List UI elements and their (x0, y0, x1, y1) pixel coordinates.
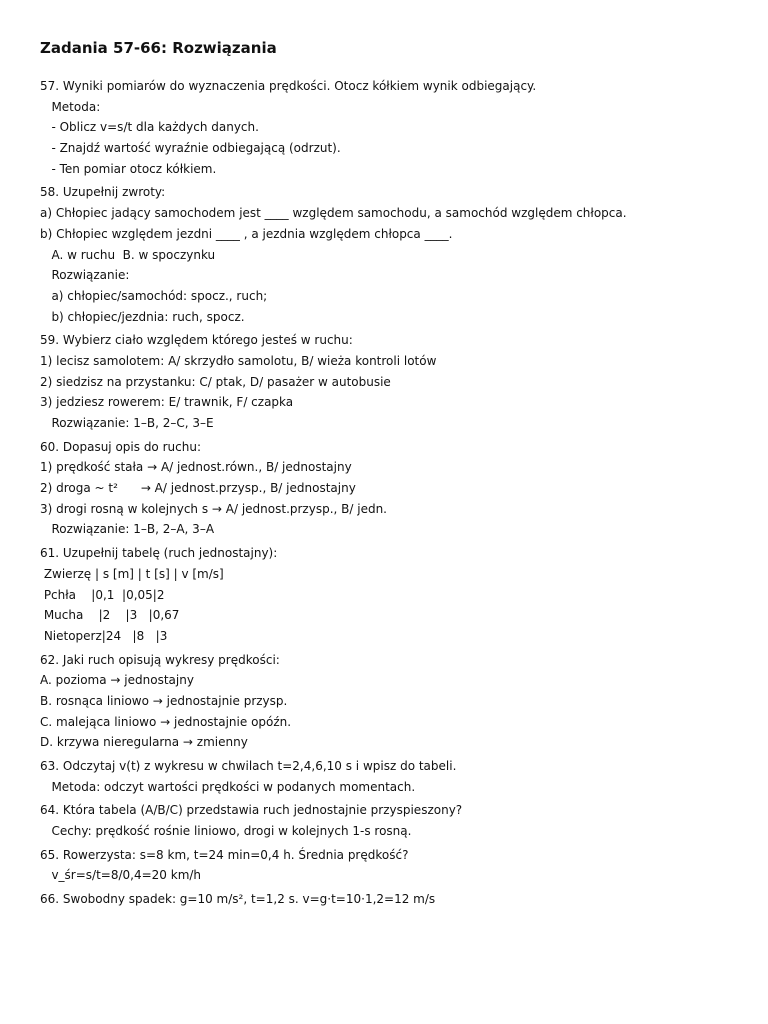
text-line: 3) drogi rosną w kolejnych s → A/ jednost.przysp., B/ jedn. (40, 501, 387, 516)
text-line: b) chłopiec/jezdnia: ruch, spocz. (40, 309, 245, 324)
task-section (40, 650, 728, 753)
task-section (40, 76, 728, 179)
text-line: Metoda: (40, 99, 101, 114)
page-title: Zadania 57-66: Rozwiązania (40, 39, 277, 57)
text-line: 3) jedziesz rowerem: E/ trawnik, F/ czapka (40, 395, 294, 410)
text-line: Cechy: prędkość rośnie liniowo, drogi w kolejnych 1-s rosną. (40, 824, 412, 839)
text-line: A. pozioma → jednostajny (40, 673, 194, 688)
text-line: v_śr=s/t=8/0,4=20 km/h (40, 868, 202, 883)
text-line: 59. Wybierz ciało względem którego jesteś w ruchu: (40, 333, 353, 348)
task-section (40, 182, 728, 327)
document-body (40, 76, 728, 910)
text-line: Rozwiązanie: 1–B, 2–C, 3–E (40, 416, 214, 430)
text-line: 64. Która tabela (A/B/C) przedstawia ruch jednostajnie przyspieszony? (40, 803, 463, 818)
text-line: Pchła |0,1 |0,05|2 (40, 587, 165, 602)
text-line: Mucha |2 |3 |0,67 (40, 608, 180, 623)
text-line: 60. Dopasuj opis do ruchu: (40, 439, 201, 454)
text-line: 63. Odczytaj v(t) z wykresu w chwilach t=2,4,6,10 s i wpisz do tabeli. (40, 759, 457, 773)
task-section (40, 889, 728, 910)
task-section (40, 800, 728, 841)
task-section (40, 437, 728, 540)
text-line: C. malejąca liniowo → jednostajnie opóźn. (40, 714, 292, 729)
text-line: - Znajdź wartość wyraźnie odbiegającą (odrzut). (40, 141, 341, 156)
text-line: a) Chłopiec jadący samochodem jest ____ względem samochodu, a samochód względem chłopca. (40, 206, 627, 221)
text-line: Rozwiązanie: (40, 268, 130, 283)
task-section (40, 756, 728, 797)
text-line: 57. Wyniki pomiarów do wyznaczenia prędkości. Otocz kółkiem wynik odbiegający. (40, 79, 537, 93)
text-line: Metoda: odczyt wartości prędkości w podanych momentach. (40, 779, 416, 794)
text-line: Rozwiązanie: 1–B, 2–A, 3–A (40, 522, 215, 537)
text-line: Zwierzę | s [m] | t [s] | v [m/s] (40, 566, 224, 581)
text-line: B. rosnąca liniowo → jednostajnie przysp. (40, 693, 288, 708)
text-line: 61. Uzupełnij tabelę (ruch jednostajny): (40, 546, 278, 561)
text-line: 66. Swobodny spadek: g=10 m/s², t=1,2 s. v=g·t=10·1,2=12 m/s (40, 892, 436, 907)
text-line: 2) droga ~ t² → A/ jednost.przysp., B/ jednostajny (40, 481, 356, 496)
text-line: - Ten pomiar otocz kółkiem. (40, 161, 217, 176)
text-line: 1) lecisz samolotem: A/ skrzydło samolotu, B/ wieża kontroli lotów (40, 353, 437, 368)
text-line: Nietoperz|24 |8 |3 (40, 628, 168, 643)
text-line: 1) prędkość stała → A/ jednost.równ., B/ jednostajny (40, 460, 352, 475)
text-line: a) chłopiec/samochód: spocz., ruch; (40, 288, 268, 303)
task-section (40, 543, 728, 646)
task-section (40, 330, 728, 433)
text-line: 62. Jaki ruch opisują wykresy prędkości: (40, 652, 280, 667)
text-line: b) Chłopiec względem jezdni ____ , a jezdnia względem chłopca ____. (40, 226, 453, 241)
text-line: D. krzywa nieregularna → zmienny (40, 735, 248, 750)
text-line: 65. Rowerzysta: s=8 km, t=24 min=0,4 h. Średnia prędkość? (40, 847, 409, 862)
text-line: 58. Uzupełnij zwroty: (40, 185, 166, 200)
text-line: 2) siedzisz na przystanku: C/ ptak, D/ pasażer w autobusie (40, 374, 391, 389)
text-line: - Oblicz v=s/t dla każdych danych. (40, 120, 259, 135)
text-line: A. w ruchu B. w spoczynku (40, 247, 216, 262)
task-section (40, 845, 728, 886)
